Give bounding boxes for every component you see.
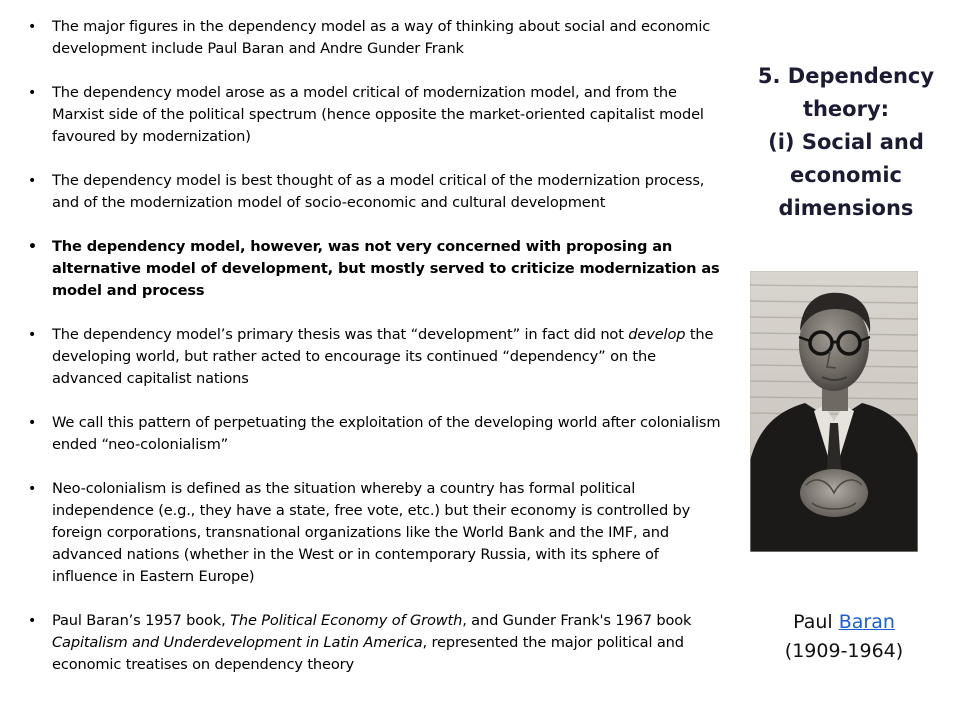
- bullet-text: The dependency model arose as a model critical of modernization model, and from the Marxist side of the political spectrum (hence opposite the market-oriented capitalist model favoured by modernization): [52, 84, 704, 145]
- title-line: theory:: [802, 97, 890, 121]
- bullet-item: [26, 324, 726, 390]
- bullet-text-part: Paul Baran’s 1957 book,: [52, 612, 231, 629]
- book-title-italic: The Political Economy of Growth: [230, 612, 463, 629]
- bullet-dot-icon: •: [28, 85, 37, 101]
- bullet-dot-icon: •: [28, 173, 37, 189]
- bullet-text-part: the developing world, but rather acted to encourage its continued “dependency” on the advanced capitalist nations: [52, 326, 714, 387]
- bullet-dot-icon: •: [28, 327, 37, 343]
- bullet-item: [26, 170, 726, 214]
- title-line: (i) Social and: [768, 130, 924, 154]
- bullet-dot-icon: •: [28, 613, 37, 629]
- portrait-image: [750, 271, 918, 552]
- bullet-text-italic: develop: [628, 326, 686, 343]
- bullet-item: [26, 82, 726, 148]
- bullet-item-emphasized: [26, 236, 726, 302]
- bullet-item: [26, 412, 726, 456]
- title-line: economic: [789, 163, 903, 187]
- bullet-dot-icon: •: [28, 415, 37, 431]
- caption-first-name: Paul: [793, 611, 839, 633]
- bullet-text-part: , and Gunder Frank's 1967 book: [462, 612, 692, 629]
- slide-title: [744, 60, 948, 225]
- bullet-text: The dependency model is best thought of as a model critical of the modernization process, and of the modernization model of socio-economic and cultural development: [52, 172, 705, 211]
- book-title-italic: Capitalism and Underdevelopment in Latin America: [52, 634, 423, 651]
- bullet-text-part: , represented the major political and economic treatises on dependency theory: [52, 634, 684, 673]
- bullet-dot-icon: •: [28, 239, 37, 255]
- bullet-dot-icon: •: [28, 481, 37, 497]
- bullet-list: [26, 16, 726, 676]
- bullet-text: [52, 326, 713, 387]
- bullet-item: [26, 610, 726, 676]
- title-line: 5. Dependency: [757, 64, 935, 88]
- title-line: dimensions: [778, 196, 914, 220]
- caption-name-line: [744, 608, 944, 637]
- bullet-text-part: The dependency model’s primary thesis was that “development” in fact did not: [52, 326, 629, 343]
- bullet-item: [26, 478, 726, 588]
- bullet-text: [52, 612, 691, 673]
- bullet-text: We call this pattern of perpetuating the exploitation of the developing world after colonialism ended “neo-colonialism”: [52, 414, 721, 453]
- bullet-text: The major figures in the dependency model as a way of thinking about social and economic development include Paul Baran and Andre Gunder Frank: [52, 18, 711, 57]
- bullet-text: The dependency model, however, was not very concerned with proposing an alternative model of development, but mostly served to criticize modernization as model and process: [52, 238, 720, 299]
- bullet-text: Neo-colonialism is defined as the situation whereby a country has formal political independence (e.g., they have a state, free vote, etc.) but their economy is controlled by foreign corporations, transnational organizations like the World Bank and the IMF, and advanced nations (whether in the West or in contemporary Russia, with its sphere of influence in Eastern Europe): [52, 480, 691, 585]
- photo-caption: [744, 608, 944, 666]
- baran-link[interactable]: Baran: [838, 611, 895, 633]
- bullet-dot-icon: •: [28, 19, 37, 35]
- bullet-item: [26, 16, 726, 60]
- portrait-photo: [750, 271, 918, 552]
- caption-dates: (1909-1964): [784, 640, 904, 662]
